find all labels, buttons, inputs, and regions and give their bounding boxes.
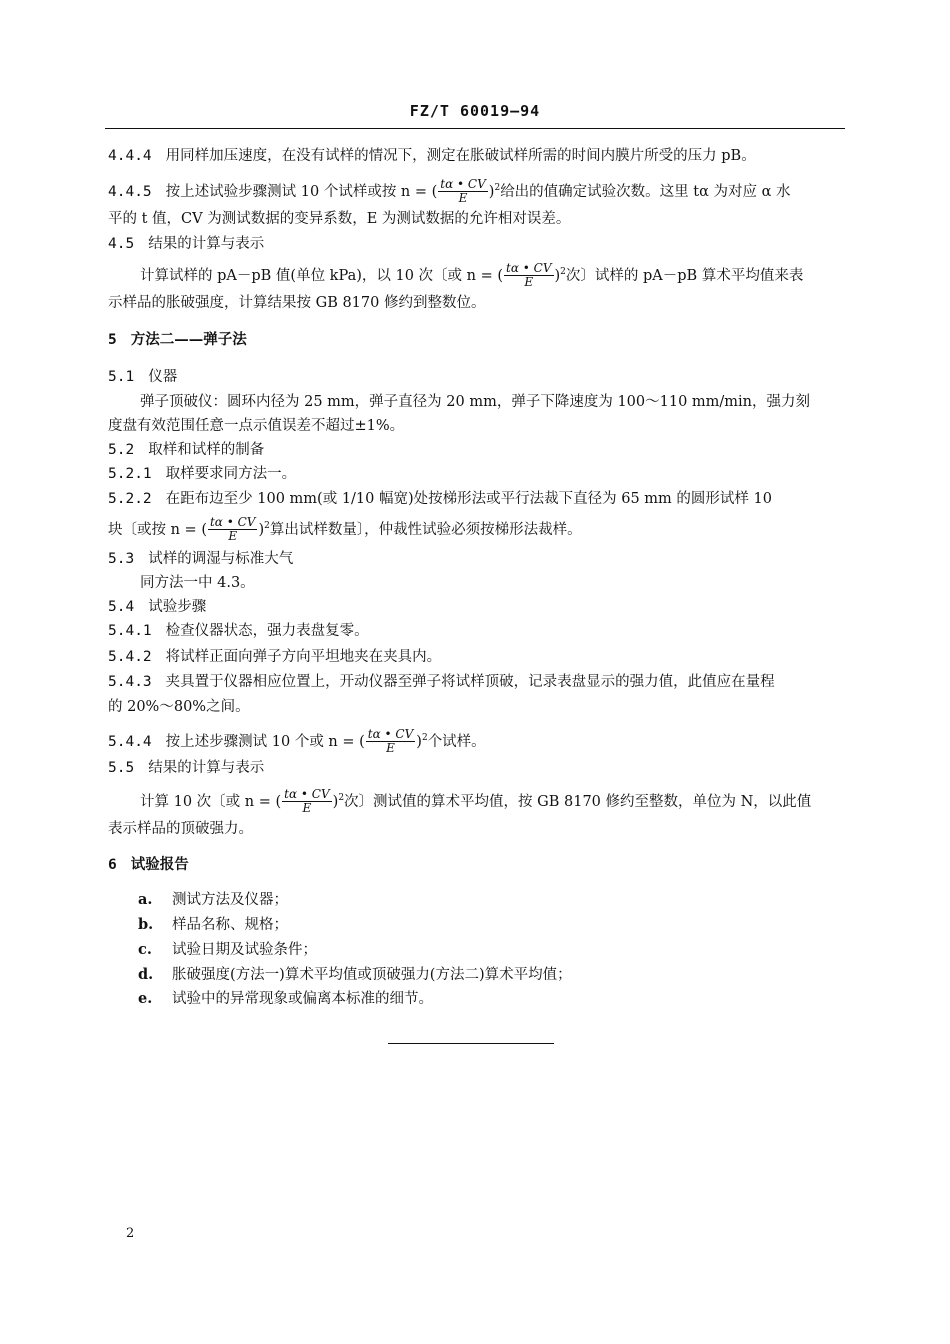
paren-close: ) xyxy=(332,793,339,810)
section-5-3 xyxy=(108,549,293,569)
section-title: 结果的计算与表示 xyxy=(148,760,265,776)
clause-text: 检查仪器状态，强力表盘复零。 xyxy=(165,623,369,639)
formula-numerator: tα • CV xyxy=(209,515,256,530)
report-item-letter: d. xyxy=(138,966,154,983)
report-item xyxy=(138,890,288,910)
formula-numerator: tα • CV xyxy=(440,177,486,192)
section-5-heading xyxy=(108,330,247,350)
report-item xyxy=(138,915,288,935)
section-title: 方法二——弹子法 xyxy=(130,331,247,348)
clause-5-4-3-line2: 的 20%～80%之间。 xyxy=(108,699,250,715)
clause-5-2-2 xyxy=(108,489,772,509)
section-number: 5.4 xyxy=(108,599,135,615)
formula-fraction xyxy=(504,262,553,289)
report-item-text: 胀破强度(方法一)算术平均值或顶破强力(方法二)算术平均值； xyxy=(172,967,572,983)
report-item-letter: a. xyxy=(138,891,153,908)
formula-exponent: 2 xyxy=(338,793,345,803)
text-part: 算出试样数量〕，仲裁性试验必须按梯形法裁样。 xyxy=(269,521,582,538)
formula-exponent: 2 xyxy=(560,267,566,277)
clause-number: 5.4.4 xyxy=(108,733,152,750)
formula-denominator: E xyxy=(228,529,238,544)
formula-numerator: tα • CV xyxy=(284,787,330,802)
clause-number: 5.2.2 xyxy=(108,491,152,507)
clause-5-4-2 xyxy=(108,647,441,667)
paren-close: ) xyxy=(488,183,495,200)
formula-exponent: 2 xyxy=(264,521,270,531)
section-5-5-line1 xyxy=(140,788,811,815)
report-item xyxy=(138,940,317,960)
section-5-4 xyxy=(108,597,206,617)
paren-close: ) xyxy=(258,521,265,538)
page-number: 2 xyxy=(126,1226,135,1241)
section-number: 5.2 xyxy=(108,442,135,458)
formula-denominator: E xyxy=(524,275,534,290)
clause-number: 5.4.1 xyxy=(108,623,152,639)
clause-text: 按上述试验步骤测试 10 个试样或按 n = ( xyxy=(165,183,438,200)
formula-numerator: tα • CV xyxy=(506,261,552,276)
end-rule xyxy=(388,1043,554,1044)
clause-5-4-1 xyxy=(108,621,369,641)
report-item-text: 样品名称、规格； xyxy=(172,917,288,933)
formula-denominator: E xyxy=(302,801,312,816)
report-item xyxy=(138,965,572,985)
formula-fraction xyxy=(438,178,487,205)
clause-number: 5.2.1 xyxy=(108,466,152,482)
clause-number: 5.4.3 xyxy=(108,674,152,690)
paren-close: ) xyxy=(416,733,422,750)
clause-5-2-2-line2 xyxy=(108,516,582,543)
section-4-5 xyxy=(108,234,264,254)
formula-denominator: E xyxy=(458,191,468,206)
header-rule xyxy=(105,128,845,129)
section-5-1-line1: 弹子顶破仪：圆环内径为 25 mm，弹子直径为 20 mm，弹子下降速度为 100～110 mm/min，强力刻 xyxy=(140,394,811,410)
clause-4-4-5 xyxy=(108,178,791,205)
report-item-text: 试验中的异常现象或偏离本标准的细节。 xyxy=(172,991,433,1007)
clause-5-2-1 xyxy=(108,464,296,484)
section-title: 试验步骤 xyxy=(148,599,207,615)
section-5-5-line2: 表示样品的顶破强力。 xyxy=(108,821,253,837)
formula-exponent: 2 xyxy=(421,733,428,743)
section-title: 仪器 xyxy=(148,369,178,385)
clause-5-4-3 xyxy=(108,672,775,692)
clause-4-4-4 xyxy=(108,146,756,166)
clause-text: 取样要求同方法一。 xyxy=(165,466,297,482)
formula-fraction xyxy=(366,728,415,755)
report-item-letter: c. xyxy=(138,941,152,958)
clause-text: 夹具置于仪器相应位置上，开动仪器至弹子将试样顶破，记录表盘显示的强力值，此值应在量程 xyxy=(165,674,775,690)
clause-4-4-5-line2: 平的 t 值，CV 为测试数据的变异系数，E 为测试数据的允许相对误差。 xyxy=(108,211,571,227)
clause-text-cont: 给出的值确定试验次数。这里 tα 为对应 α 水 xyxy=(500,183,791,200)
report-item xyxy=(138,989,433,1009)
section-4-5-line1 xyxy=(140,262,803,289)
clause-number: 5.4.2 xyxy=(108,649,152,665)
clause-text: 在距布边至少 100 mm(或 1/10 幅宽)处按梯形法或平行法裁下直径为 65 mm 的圆形试样 10 xyxy=(165,491,772,507)
section-title: 试验报告 xyxy=(130,856,189,873)
report-item-text: 试验日期及试验条件； xyxy=(172,942,317,958)
clause-text: 将试样正面向弹子方向平坦地夹在夹具内。 xyxy=(165,649,442,665)
text-part: 次〕测试值的算术平均值，按 GB 8170 修约至整数，单位为 N，以此值 xyxy=(344,793,812,810)
section-number: 5.5 xyxy=(108,760,135,776)
section-title: 结果的计算与表示 xyxy=(148,236,265,252)
paren-close: ) xyxy=(554,267,561,284)
section-5-1 xyxy=(108,367,177,387)
report-item-text: 测试方法及仪器； xyxy=(172,892,288,908)
section-5-5 xyxy=(108,758,264,778)
clause-text: 用同样加压速度，在没有试样的情况下，测定在胀破试样所需的时间内膜片所受的压力 pB。 xyxy=(165,148,756,164)
document-code-header: FZ/T 60019—94 xyxy=(409,102,541,120)
formula-exponent: 2 xyxy=(494,183,501,193)
section-6-heading xyxy=(108,855,189,875)
formula-denominator: E xyxy=(386,741,395,756)
clause-number: 4.4.4 xyxy=(108,148,152,164)
section-number: 5.1 xyxy=(108,369,135,385)
clause-number: 4.4.5 xyxy=(108,183,152,200)
text-part: 计算 10 次〔或 n = ( xyxy=(140,793,282,810)
section-4-5-line2: 示样品的胀破强度，计算结果按 GB 8170 修约到整数位。 xyxy=(108,295,486,311)
section-number: 5.3 xyxy=(108,551,135,567)
text-part: 块〔或按 n = ( xyxy=(108,521,207,538)
section-number: 4.5 xyxy=(108,236,135,252)
text-part: 个试样。 xyxy=(427,733,486,750)
report-item-letter: e. xyxy=(138,990,153,1007)
section-title: 试样的调湿与标准大气 xyxy=(148,551,294,567)
section-5-3-line: 同方法一中 4.3。 xyxy=(140,575,255,591)
text-part: 计算试样的 pA－pB 值(单位 kPa)，以 10 次〔或 n = ( xyxy=(140,267,504,284)
text-part: 次〕试样的 pA－pB 算术平均值来表 xyxy=(565,267,804,284)
section-number: 5 xyxy=(108,332,117,348)
report-item-letter: b. xyxy=(138,916,154,933)
clause-5-4-4 xyxy=(108,728,486,755)
formula-fraction xyxy=(282,788,331,815)
section-number: 6 xyxy=(108,857,117,873)
text-part: 按上述步骤测试 10 个或 n = ( xyxy=(165,733,365,750)
section-title: 取样和试样的制备 xyxy=(148,442,265,458)
formula-fraction xyxy=(208,516,257,543)
formula-numerator: tα • CV xyxy=(367,727,414,742)
section-5-1-line2: 度盘有效范围任意一点示值误差不超过±1%。 xyxy=(108,418,405,434)
section-5-2 xyxy=(108,440,264,460)
